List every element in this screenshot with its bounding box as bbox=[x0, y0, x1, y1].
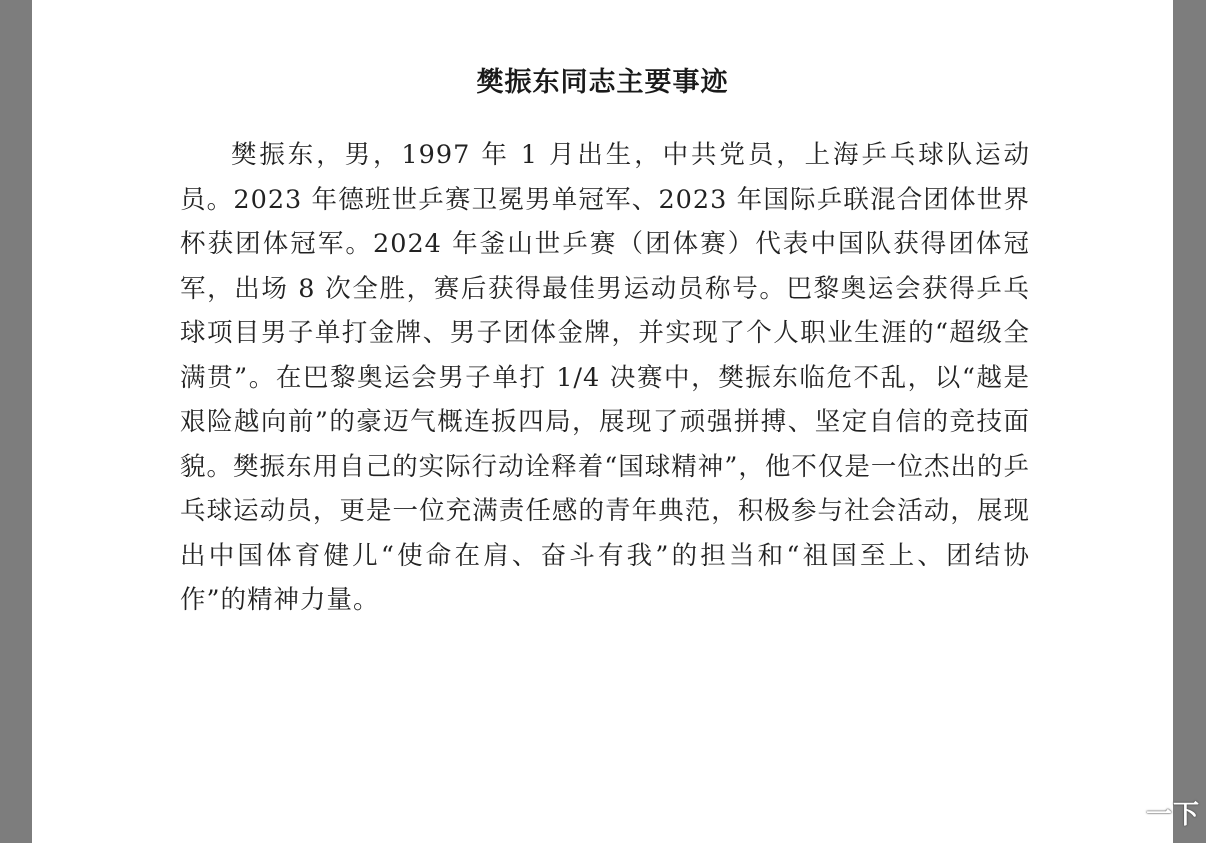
document-page bbox=[32, 0, 1173, 843]
weibo-logo-icon bbox=[1104, 795, 1140, 831]
document-title: 樊振东同志主要事迹 bbox=[476, 67, 729, 98]
document-body: 樊振东，男，1997 年 1 月出生，中共党员，上海乒乓球队运动员。2023 年德班世乒赛卫冕男单冠军、2023 年国际乒联混合团体世界杯获团体冠军。2024 年釜山世乒赛（团体赛）代表中国队获得团体冠军，出场 8 次全胜，赛后获得最佳男运动员称号。巴黎奥运会获得乒乓球项目男子单打金牌、男子团体金牌，并实现了个人职业生涯的“超级全满贯”。在巴黎奥运会男子单打 1/4 决赛中，樊振东临危不乱，以“越是艰险越向前”的豪迈气概连扳四局，展现了顽强拼搏、坚定自信的竞技面貌。樊振东用自己的实际行动诠释着“国球精神”，他不仅是一位杰出的乒乓球运动员，更是一位充满责任感的青年典范，积极参与社会活动，展现出中国体育健儿“使命在肩、奋斗有我”的担当和“祖国至上、团结协作”的精神力量。 bbox=[180, 140, 1030, 615]
watermark bbox=[1104, 794, 1200, 831]
watermark-text: 一下 bbox=[1145, 800, 1200, 830]
